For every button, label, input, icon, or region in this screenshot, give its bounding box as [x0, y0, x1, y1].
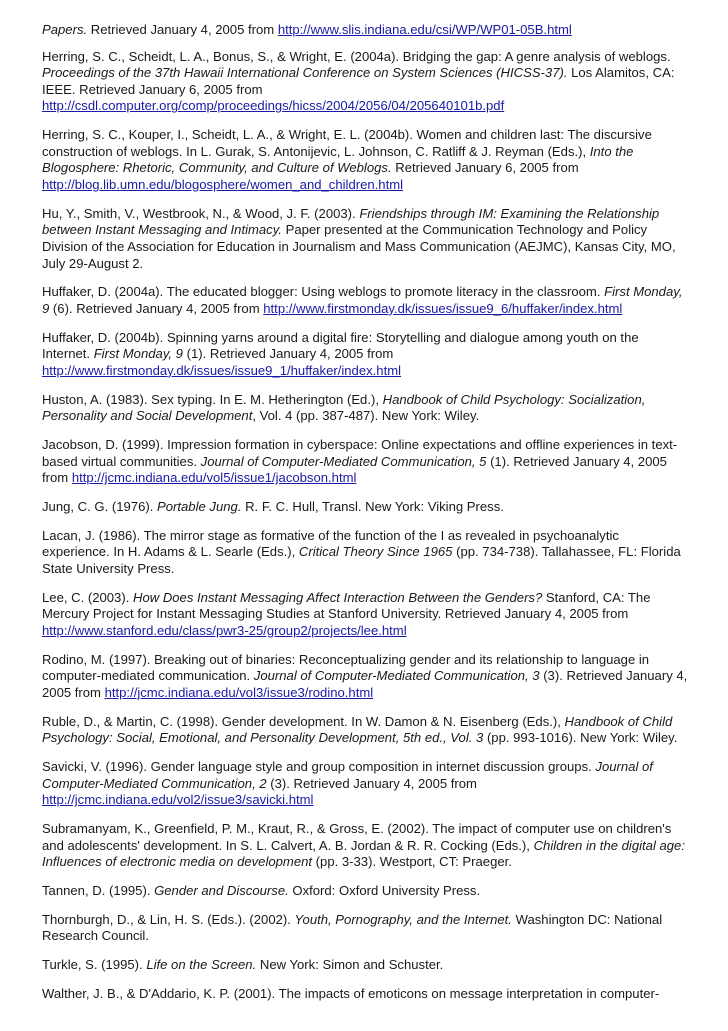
reference-entry	[42, 284, 688, 317]
reference-title: Portable Jung.	[157, 498, 242, 514]
reference-url-link[interactable]: http://blog.lib.umn.edu/blogosphere/women_and_children.html	[42, 176, 404, 192]
reference-text: Huffaker, D. (2004a). The educated blogger: Using weblogs to promote literacy in the classroom.	[42, 284, 605, 300]
reference-title: Journal of Computer-Mediated Communication, 5	[200, 453, 487, 469]
reference-text: Stanford, CA: The Mercury Project for Instant Messaging Studies at Stanford University. Retrieved January 4, 2005 from	[42, 589, 651, 622]
reference-entry	[42, 499, 688, 516]
reference-text: Hu, Y., Smith, V., Westbrook, N., & Wood, J. F. (2003).	[42, 205, 360, 221]
reference-text: Lacan, J. (1986). The mirror stage as formative of the function of the I as revealed in psychoanalytic experience. In H. Adams & L. Searle (Eds.),	[42, 527, 619, 560]
reference-entry	[42, 821, 688, 871]
reference-entry	[42, 22, 688, 39]
reference-text: Washington DC: National Research Council.	[42, 911, 663, 944]
reference-text: R. F. C. Hull, Transl. New York: Viking Press.	[241, 498, 504, 514]
reference-text: Paper presented at the Communication Technology and Policy Division of the Association for Education in Journalism and Mass Communication (AEJMC), Kansas City, MO, July 29-August 2.	[42, 222, 676, 271]
reference-text: (pp. 3-33). Westport, CT: Praeger.	[312, 854, 512, 870]
reference-text: , Vol. 4 (pp. 387-487). New York: Wiley.	[252, 408, 480, 424]
reference-text: Tannen, D. (1995).	[42, 882, 155, 898]
reference-entry	[42, 528, 688, 578]
reference-text: Turkle, S. (1995).	[42, 957, 147, 973]
reference-title: First Monday, 9	[93, 346, 183, 362]
reference-text: (1). Retrieved January 4, 2005 from	[182, 346, 394, 362]
reference-text: Subramanyam, K., Greenfield, P. M., Kraut, R., & Gross, E. (2002). The impact of computer use on children's and adolescents' development. In S. L. Calvert, A. B. Jordan & R. R. Cocking (Eds.),	[42, 821, 672, 853]
reference-text: (3). Retrieved January 4, 2005 from	[266, 775, 477, 791]
reference-text: New York: Simon and Schuster.	[256, 957, 444, 973]
reference-text: Retrieved January 6, 2005 from	[391, 160, 579, 176]
reference-entry	[42, 392, 688, 425]
reference-title: Youth, Pornography, and the Internet.	[294, 911, 512, 927]
reference-url-link[interactable]: http://csdl.computer.org/comp/proceedings/hicss/2004/2056/04/205640101b.pdf	[42, 98, 505, 114]
reference-url-link[interactable]: http://jcmc.indiana.edu/vol3/issue3/rodino.html	[104, 684, 374, 700]
reference-text: Herring, S. C., Scheidt, L. A., Bonus, S., & Wright, E. (2004a). Bridging the gap: A genre analysis of weblogs.	[42, 48, 671, 64]
reference-text: Oxford: Oxford University Press.	[288, 882, 481, 898]
reference-title: Life on the Screen.	[146, 957, 257, 973]
reference-entry	[42, 714, 688, 747]
reference-title: Handbook of Child Psychology: Socialization, Personality and Social Development	[42, 391, 646, 424]
reference-entry	[42, 986, 688, 1003]
reference-entry	[42, 652, 688, 702]
reference-text: Herring, S. C., Kouper, I., Scheidt, L. A., & Wright, E. L. (2004b). Women and children last: The discursive construction of weblogs. In L. Gurak, S. Antonijevic, L. Johnson, C. Ratliff & J. Reyman (Eds.),	[42, 127, 652, 159]
reference-title: Friendships through IM: Examining the Relationship between Instant Messaging and Intimacy.	[42, 205, 660, 238]
reference-title: Journal of Computer-Mediated Communication, 3	[253, 668, 540, 684]
reference-text: Savicki, V. (1996). Gender language style and group composition in internet discussion groups.	[42, 759, 596, 775]
reference-url-link[interactable]: http://jcmc.indiana.edu/vol2/issue3/savicki.html	[42, 792, 314, 808]
reference-text: Lee, C. (2003).	[42, 589, 133, 605]
reference-url-link[interactable]: http://jcmc.indiana.edu/vol5/issue1/jacobson.html	[71, 470, 357, 486]
reference-text: Huffaker, D. (2004b). Spinning yarns around a digital fire: Storytelling and dialogue among youth on the Internet.	[42, 329, 639, 362]
reference-text: (6). Retrieved January 4, 2005 from	[49, 300, 264, 316]
reference-entry	[42, 912, 688, 945]
reference-entry	[42, 590, 688, 640]
reference-title: Proceedings of the 37th Hawaii International Conference on System Sciences (HICSS-37).	[42, 65, 568, 81]
reference-title: How Does Instant Messaging Affect Interaction Between the Genders?	[132, 589, 543, 605]
reference-title: Papers.	[42, 22, 88, 37]
reference-text: Retrieved January 4, 2005 from	[87, 22, 278, 37]
reference-text: (pp. 734-738). Tallahassee, FL: Florida State University Press.	[42, 544, 681, 576]
reference-title: Children in the digital age: Influences of electronic media on development	[42, 837, 685, 870]
reference-entry	[42, 330, 688, 380]
reference-entry	[42, 883, 688, 900]
reference-text: Ruble, D., & Martin, C. (1998). Gender development. In W. Damon & N. Eisenberg (Eds.),	[42, 713, 565, 729]
reference-entry	[42, 49, 688, 115]
reference-url-link[interactable]: http://www.stanford.edu/class/pwr3-25/group2/projects/lee.html	[42, 622, 407, 638]
reference-text: (3). Retrieved January 4, 2005 from	[42, 668, 688, 700]
reference-text: Los Alamitos, CA: IEEE. Retrieved January 6, 2005 from	[42, 65, 675, 97]
reference-text: Huston, A. (1983). Sex typing. In E. M. Hetherington (Ed.),	[42, 391, 383, 407]
reference-text: (1). Retrieved January 4, 2005 from	[42, 453, 667, 486]
reference-url-link[interactable]: http://www.firstmonday.dk/issues/issue9_1/huffaker/index.html	[42, 362, 402, 378]
reference-entry	[42, 127, 688, 193]
reference-entry	[42, 957, 688, 974]
reference-entry	[42, 437, 688, 487]
reference-text: Jung, C. G. (1976).	[42, 498, 157, 514]
reference-title: Journal of Computer-Mediated Communication, 2	[42, 759, 653, 791]
reference-title: First Monday, 9	[42, 284, 683, 316]
reference-text: (pp. 993-1016). New York: Wiley.	[483, 730, 678, 746]
reference-text: Thornburgh, D., & Lin, H. S. (Eds.). (2002).	[42, 911, 295, 927]
reference-url-link[interactable]: http://www.slis.indiana.edu/csi/WP/WP01-05B.html	[277, 22, 572, 37]
reference-title: Into the Blogosphere: Rhetoric, Community, and Culture of Weblogs.	[42, 143, 634, 176]
reference-text: Walther, J. B., & D'Addario, K. P. (2001). The impacts of emoticons on message interpretation in computer-	[42, 985, 660, 1001]
reference-url-link[interactable]: http://www.firstmonday.dk/issues/issue9_6/huffaker/index.html	[263, 300, 623, 316]
reference-entry	[42, 206, 688, 272]
reference-entry	[42, 759, 688, 809]
reference-text: Rodino, M. (1997). Breaking out of binaries: Reconceptualizing gender and its relationship to language in computer-mediated communication.	[42, 651, 650, 684]
reference-title: Gender and Discourse.	[154, 882, 289, 898]
reference-title: Handbook of Child Psychology: Social, Emotional, and Personality Development, 5th ed., Vol. 3	[42, 713, 673, 746]
reference-text: Jacobson, D. (1999). Impression formation in cyberspace: Online expectations and offline experiences in text-based virtual communities.	[42, 437, 678, 469]
reference-title: Critical Theory Since 1965	[298, 544, 453, 560]
